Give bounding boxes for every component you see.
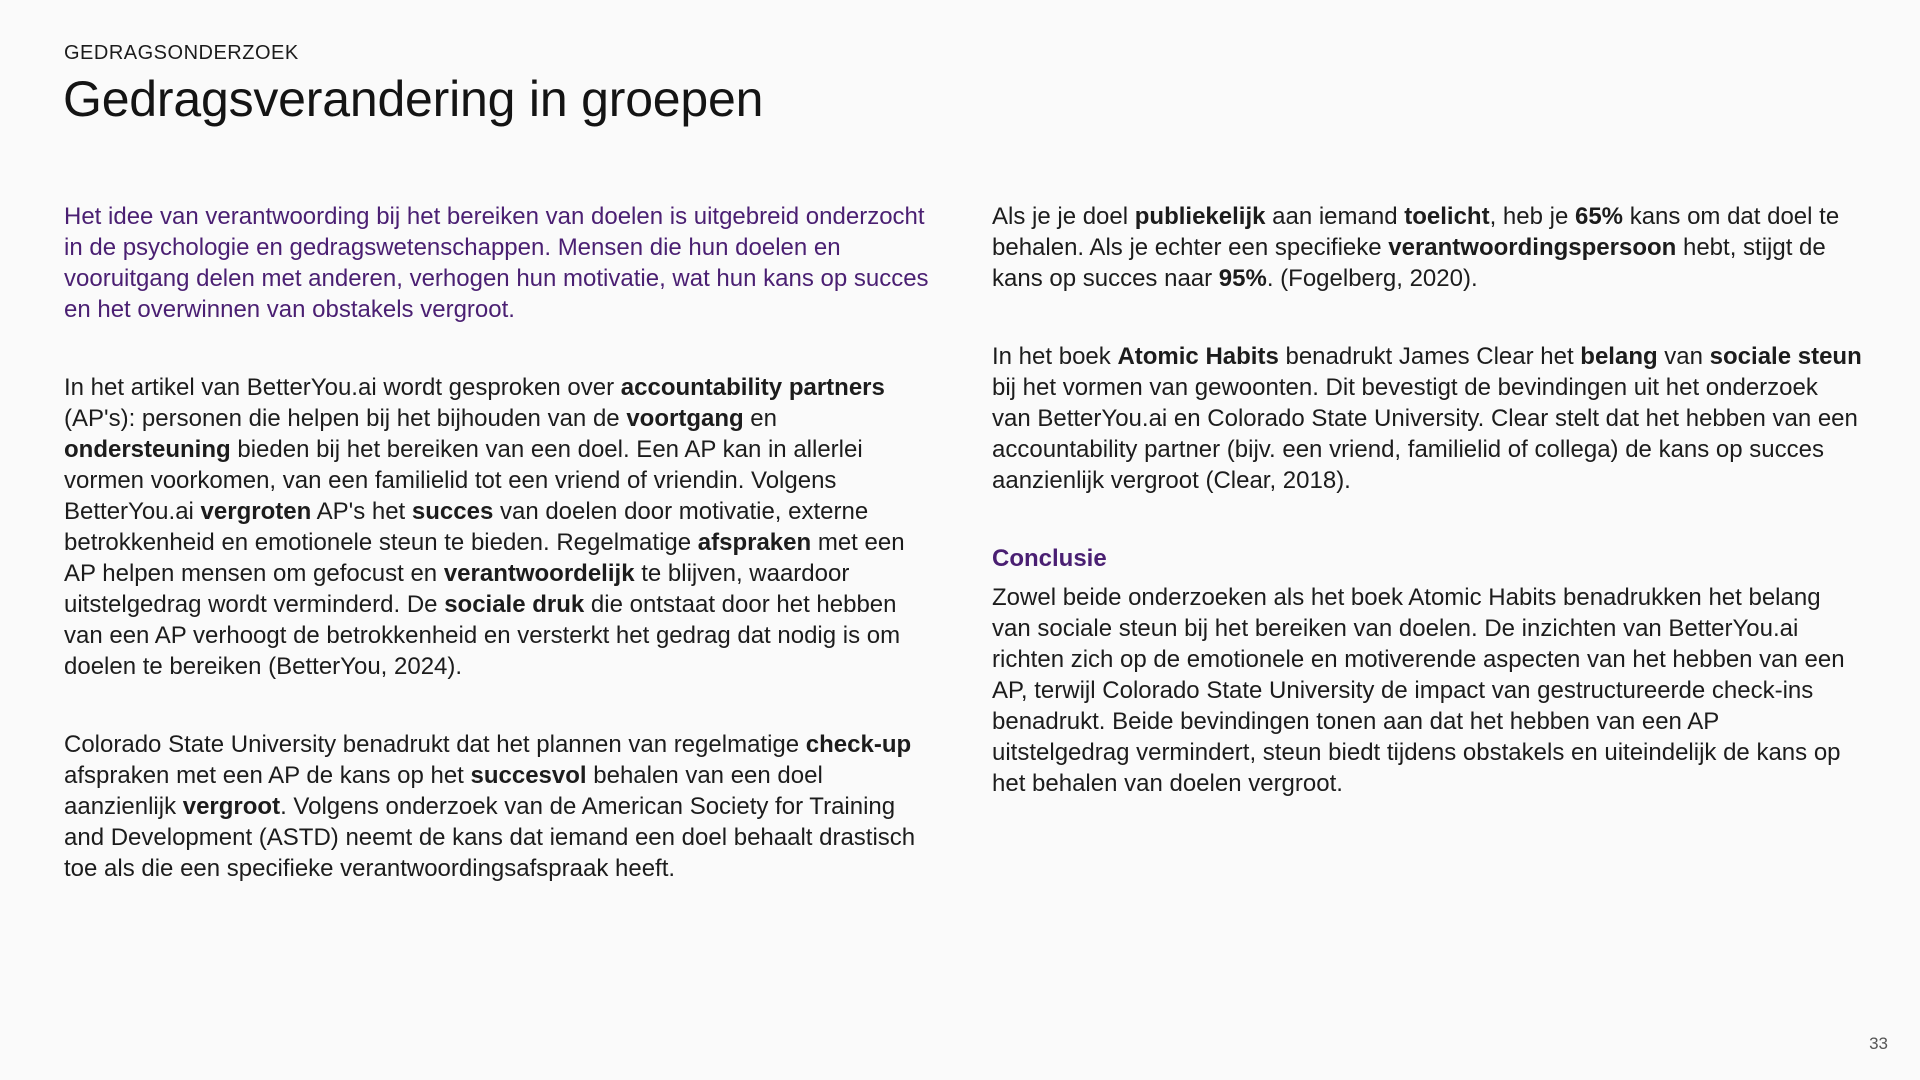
text-run: benadrukt James Clear het xyxy=(1278,343,1581,370)
text-run: die ontstaat door het hebben van een AP verhoogt de betrokkenheid en versterkt het gedrag dat nodig is om doelen te bereiken (BetterYou, 2024). xyxy=(64,591,901,680)
bold-text-run: voortgang xyxy=(626,405,744,432)
text-run: van doelen door motivatie, externe betrokkenheid en emotionele steun te bieden. Regelmatige xyxy=(64,498,869,556)
bold-text-run: verantwoordelijk xyxy=(443,560,635,587)
text-run: bij het vormen van gewoonten. Dit bevestigt de bevindingen uit het onderzoek van BetterYou.ai en Colorado State University. Clear stelt dat het hebben van een accountability partner (bijv. een vriend, familielid of collega) de kans op succes aanzienlijk vergroot (Clear, 2018). xyxy=(992,374,1858,494)
text-run: met een AP helpen mensen om gefocust en xyxy=(64,529,905,587)
page-title: Gedragsverandering in groepen xyxy=(63,71,764,127)
bold-text-run: check-up xyxy=(805,731,912,758)
text-run: bieden bij het bereiken van een doel. Een AP kan in allerlei vormen voorkomen, van een familielid tot een vriend of vriendin. Volgens BetterYou.ai xyxy=(64,436,863,525)
atomic-habits-paragraph xyxy=(992,341,1862,496)
text-run: en xyxy=(743,405,778,432)
conclusion-heading: Conclusie xyxy=(992,545,1107,572)
bold-text-run: vergroten xyxy=(200,498,312,525)
bold-text-run: toelicht xyxy=(1404,203,1490,230)
text-run: AP's het xyxy=(311,498,412,525)
bold-text-run: Atomic Habits xyxy=(1117,343,1279,370)
bold-text-run: belang xyxy=(1580,343,1658,370)
section-kicker: GEDRAGSONDERZOEK xyxy=(64,42,299,64)
bold-text-run: accountability partners xyxy=(620,374,885,401)
bold-text-run: succesvol xyxy=(470,762,587,789)
text-run: behalen van een doel aanzienlijk xyxy=(64,762,823,820)
bold-text-run: 95% xyxy=(1218,265,1267,292)
text-run: Colorado State University benadrukt dat het plannen van regelmatige xyxy=(64,731,806,758)
right-column xyxy=(992,201,1862,846)
colorado-paragraph xyxy=(64,729,934,884)
bold-text-run: ondersteuning xyxy=(64,436,231,463)
text-run: (AP's): personen die helpen bij het bijhouden van de xyxy=(64,405,627,432)
bold-text-run: 65% xyxy=(1574,203,1624,230)
text-run: hebt, stijgt de kans op succes naar xyxy=(992,234,1826,292)
bold-text-run: vergroot xyxy=(182,793,281,820)
text-run: In het boek xyxy=(992,343,1118,370)
text-run: . Volgens onderzoek van de American Society for Training and Development (ASTD) neemt de kans dat iemand een doel behaalt drastisch toe als die een specifieke verantwoordingsafspraak heeft. xyxy=(64,793,916,882)
text-run: te blijven, waardoor uitstelgedrag wordt verminderd. De xyxy=(64,560,850,618)
bold-text-run: verantwoordingspersoon xyxy=(1388,234,1677,261)
conclusion-paragraph: Zowel beide onderzoeken als het boek Atomic Habits benadrukken het belang van sociale steun bij het bereiken van doelen. De inzichten van BetterYou.ai richten zich op de emotionele en motiverende aspecten van het hebben van een AP, terwijl Colorado State University de impact van gestructureerde check-ins benadrukt. Beide bevindingen tonen aan dat het hebben van een AP uitstelgedrag vermindert, steun biedt tijdens obstakels en uiteindelijk de kans op het behalen van doelen vergroot. xyxy=(992,584,1845,797)
bold-text-run: afspraken xyxy=(697,529,812,556)
text-run: , heb je xyxy=(1489,203,1575,230)
page-number: 33 xyxy=(1869,1034,1888,1053)
accountability-partners-paragraph xyxy=(64,372,934,682)
intro-paragraph: Het idee van verantwoording bij het bereiken van doelen is uitgebreid onderzocht in de psychologie en gedragswetenschappen. Mensen die hun doelen en vooruitgang delen met anderen, verhogen hun motivatie, wat hun kans op succes en het overwinnen van obstakels vergroot. xyxy=(64,203,929,323)
text-run: aan iemand xyxy=(1265,203,1405,230)
text-run: kans om dat doel te behalen. Als je echter een specifieke xyxy=(992,203,1840,261)
bold-text-run: sociale druk xyxy=(444,591,585,618)
fogelberg-paragraph xyxy=(992,201,1862,294)
bold-text-run: publiekelijk xyxy=(1134,203,1266,230)
bold-text-run: succes xyxy=(411,498,494,525)
bold-text-run: sociale steun xyxy=(1709,343,1862,370)
text-run: Als je je doel xyxy=(992,203,1135,230)
left-column xyxy=(64,201,934,931)
text-run: . (Fogelberg, 2020). xyxy=(1266,265,1478,292)
text-run: In het artikel van BetterYou.ai wordt gesproken over xyxy=(64,374,621,401)
text-run: van xyxy=(1657,343,1710,370)
text-run: afspraken met een AP de kans op het xyxy=(64,762,471,789)
